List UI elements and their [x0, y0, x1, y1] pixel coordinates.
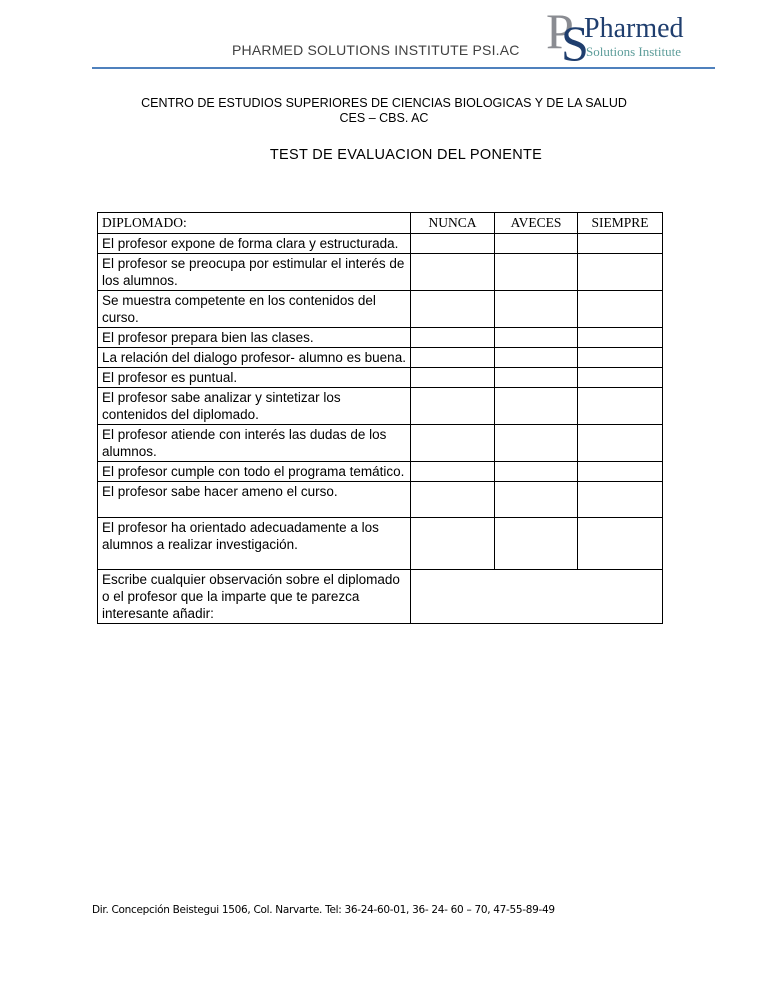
pharmed-logo: [546, 3, 706, 71]
header-diplomado: DIPLOMADO:: [98, 213, 411, 234]
answer-siempre[interactable]: [578, 291, 663, 328]
table-row: [98, 348, 663, 368]
answer-aveces[interactable]: [495, 482, 578, 518]
answer-aveces[interactable]: [495, 462, 578, 482]
answer-nunca[interactable]: [411, 388, 495, 425]
answer-siempre[interactable]: [578, 234, 663, 254]
table-row: [98, 482, 663, 518]
answer-aveces[interactable]: [495, 518, 578, 570]
answer-nunca[interactable]: [411, 348, 495, 368]
institution-name: CENTRO DE ESTUDIOS SUPERIORES DE CIENCIAS BIOLOGICAS Y DE LA SALUD: [141, 96, 627, 110]
answer-nunca[interactable]: [411, 254, 495, 291]
answer-siempre[interactable]: [578, 462, 663, 482]
header-title: PHARMED SOLUTIONS INSTITUTE PSI.AC: [232, 42, 520, 58]
answer-nunca[interactable]: [411, 291, 495, 328]
question-text: La relación del dialogo profesor- alumno es buena.: [98, 348, 411, 368]
answer-aveces[interactable]: [495, 328, 578, 348]
header-nunca: NUNCA: [411, 213, 495, 234]
logo-subtitle: Solutions Institute: [586, 44, 681, 59]
answer-aveces[interactable]: [495, 234, 578, 254]
table-header-row: [98, 213, 663, 234]
question-text: El profesor expone de forma clara y estructurada.: [98, 234, 411, 254]
answer-nunca[interactable]: [411, 482, 495, 518]
answer-siempre[interactable]: [578, 328, 663, 348]
answer-aveces[interactable]: [495, 388, 578, 425]
logo-name: Pharmed: [584, 13, 684, 44]
comment-row: [98, 570, 663, 624]
question-text: El profesor prepara bien las clases.: [98, 328, 411, 348]
question-text: El profesor se preocupa por estimular el interés de los alumnos.: [98, 254, 411, 291]
question-text: El profesor cumple con todo el programa temático.: [98, 462, 411, 482]
logo-mark-s: S: [561, 15, 589, 71]
table-row: [98, 234, 663, 254]
comment-prompt: Escribe cualquier observación sobre el diplomado o el profesor que la imparte que te parezca interesante añadir:: [98, 570, 411, 624]
answer-aveces[interactable]: [495, 291, 578, 328]
question-text: El profesor ha orientado adecuadamente a los alumnos a realizar investigación.: [98, 518, 411, 570]
answer-aveces[interactable]: [495, 425, 578, 462]
answer-nunca[interactable]: [411, 234, 495, 254]
question-text: El profesor sabe analizar y sintetizar los contenidos del diplomado.: [98, 388, 411, 425]
answer-aveces[interactable]: [495, 254, 578, 291]
answer-nunca[interactable]: [411, 518, 495, 570]
table-row: [98, 254, 663, 291]
answer-nunca[interactable]: [411, 425, 495, 462]
answer-siempre[interactable]: [578, 388, 663, 425]
page-footer: Dir. Concepción Beistegui 1506, Col. Narvarte. Tel: 36-24-60-01, 36- 24- 60 – 70, 47-55-89-49: [92, 904, 555, 916]
answer-aveces[interactable]: [495, 348, 578, 368]
table-row: [98, 328, 663, 348]
evaluation-table: [97, 212, 663, 624]
answer-siempre[interactable]: [578, 348, 663, 368]
question-text: El profesor sabe hacer ameno el curso.: [98, 482, 411, 518]
answer-nunca[interactable]: [411, 462, 495, 482]
answer-aveces[interactable]: [495, 368, 578, 388]
header-divider: [92, 67, 715, 69]
question-text: El profesor atiende con interés las dudas de los alumnos.: [98, 425, 411, 462]
logo-mark-p: P: [546, 3, 570, 59]
answer-siempre[interactable]: [578, 368, 663, 388]
answer-siempre[interactable]: [578, 518, 663, 570]
header-siempre: SIEMPRE: [578, 213, 663, 234]
table-row: [98, 368, 663, 388]
answer-nunca[interactable]: [411, 368, 495, 388]
answer-siempre[interactable]: [578, 482, 663, 518]
header-aveces: AVECES: [495, 213, 578, 234]
table-row: [98, 425, 663, 462]
answer-siempre[interactable]: [578, 425, 663, 462]
table-row: [98, 518, 663, 570]
document-title: TEST DE EVALUACION DEL PONENTE: [269, 147, 543, 163]
question-text: Se muestra competente en los contenidos del curso.: [98, 291, 411, 328]
table-row: [98, 462, 663, 482]
institution-acronym: CES – CBS. AC: [339, 111, 429, 125]
comment-field[interactable]: [411, 570, 663, 624]
question-text: El profesor es puntual.: [98, 368, 411, 388]
answer-siempre[interactable]: [578, 254, 663, 291]
table-row: [98, 291, 663, 328]
table-row: [98, 388, 663, 425]
answer-nunca[interactable]: [411, 328, 495, 348]
